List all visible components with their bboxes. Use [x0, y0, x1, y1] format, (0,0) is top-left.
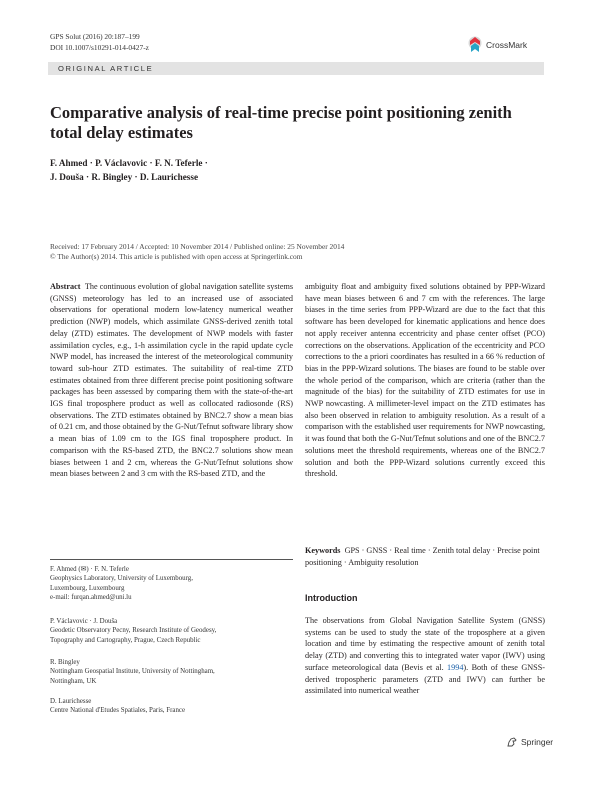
keywords-heading: Keywords: [305, 546, 341, 555]
crossmark-badge[interactable]: [468, 36, 527, 54]
affiliation-line: Geophysics Laboratory, University of Luxembourg,: [50, 575, 193, 583]
section-heading-introduction: Introduction: [305, 593, 358, 603]
intro-text-before: The observations from Global Navigation Satellite System (GNSS) systems can be used to study the state of the troposphere at a given location and time by estimating the respective amount of zenith total delay (ZTD) and converting this to integrated water vapor (IWV) using surface meteorological data (Bevis et al.: [305, 616, 545, 672]
publication-dates: [50, 242, 545, 262]
keywords: [305, 545, 545, 568]
abstract-column-1: [50, 281, 293, 480]
copyright-line: © The Author(s) 2014. This article is published with open access at Springerlink.com: [50, 252, 303, 261]
keywords-text: GPS · GNSS · Real time · Zenith total delay · Precise point positioning · Ambiguity resolution: [305, 546, 540, 567]
introduction-text: [305, 615, 545, 697]
abstract-text-1: The continuous evolution of global navigation satellite systems (GNSS) meteorology has led to an increased use of associated observations for operational modern low-latency numerical weather prediction (NWP) models, which assimilate GNSS-derived zenith total delay (ZTD) estimates. The development of NWP models with faster assimilation cycles, e.g., 1-h assimilation cycle in the rapid update cycle NWP model, has increased the interest of the meteorological community toward sub-hour ZTD estimates. The suitability of real-time ZTD estimates obtained from three different precise point positioning software packages has been assessed by comparing them with the state-of-the-art IGS final troposphere product as well as collocated radiosonde (RS) observations. The ZTD estimates obtained by BNC2.7 show a mean bias of 0.21 cm, and those obtained by the G-Nut/Tefnut software library show a mean bias of 1.09 cm to the IGS final troposphere product. In comparison with the RS-based ZTD, the BNC2.7 solutions show mean biases between 1 and 2 cm, whereas the G-Nut/Tefnut solutions show mean biases between 2 and 3 cm with the RS-based ZTD, and the: [50, 282, 294, 479]
abstract-column-2: [305, 281, 545, 480]
affiliation-divider: [50, 559, 293, 560]
dates-line: Received: 17 February 2014 / Accepted: 10 November 2014 / Published online: 25 November 2014: [50, 242, 345, 251]
publisher-name: Springer: [521, 737, 554, 747]
affiliation-name: D. Laurichesse: [50, 698, 92, 705]
affiliation-name: P. Václavovic · J. Douša: [50, 618, 118, 625]
affiliation-line: Nottingham, UK: [50, 677, 97, 685]
crossmark-label: CrossMark: [486, 40, 528, 50]
affiliation-name: F. Ahmed (✉) · F. N. Teferle: [50, 566, 129, 573]
journal-header: [50, 32, 149, 53]
abstract-text-2: ambiguity float and ambiguity fixed solutions obtained by PPP-Wizard have mean biases between 6 and 7 cm with the references. The large biases in the time series from PPP-Wizard are due to the fact that this software has been developed for kinematic applications and hence does not apply receiver antenna eccentricity and phase center offset (PCO) corrections on the observations. Application of the eccentricity and PCO corrections to the a priori coordinates has resulted in a 66 % reduction of bias in the PPP-Wizard solutions. The biases are found to be stable over the whole period of the comparison, which are criteria (rather than the magnitude of the bias) for the suitability of ZTD estimates for use in NWP nowcasting. A millimeter-level impact on the ZTD estimates has also been observed in relation to ambiguity resolution. As a result of a comparison with the established user requirements for NWP nowcasting, it was found that both the G-Nut/Tefnut solutions and one of the BNC2.7 solutions meet the threshold requirements, whereas one of the BNC2.7 solution and both the PPP-Wizard solutions currently exceed this threshold.: [305, 282, 545, 479]
publisher-logo: [506, 736, 553, 748]
article-title: Comparative analysis of real-time precise point positioning zenith total delay estimates: [50, 103, 512, 142]
crossmark-icon: [468, 36, 482, 54]
abstract-heading: Abstract: [50, 282, 81, 291]
affiliation-email[interactable]: e-mail: furqan.ahmed@uni.lu: [50, 593, 132, 601]
doi[interactable]: DOI 10.1007/s10291-014-0427-z: [50, 42, 149, 52]
affiliation-3: [50, 658, 293, 686]
author-list: [50, 156, 450, 184]
journal-citation: GPS Solut (2016) 20:187–199: [50, 32, 140, 41]
affiliation-line: Geodetic Observatory Pecny, Research Institute of Geodesy,: [50, 627, 217, 635]
intro-text-after: ). Both of these GNSS-derived tropospheric parameters (ZTD and IWV) can further be assimilated into numerical weather: [305, 662, 546, 696]
affiliation-4: [50, 697, 293, 716]
affiliation-line: Topography and Cartography, Prague, Czech Republic: [50, 636, 201, 644]
affiliation-line: Centre National d'Etudes Spatiales, Paris, France: [50, 707, 185, 715]
author-line-2: J. Douša · R. Bingley · D. Laurichesse: [50, 172, 199, 182]
springer-horse-icon: [506, 736, 518, 748]
affiliation-line: Nottingham Geospatial Institute, University of Nottingham,: [50, 668, 215, 676]
affiliation-1: [50, 565, 293, 602]
affiliation-2: [50, 617, 293, 645]
affiliation-line: Luxembourg, Luxembourg: [50, 584, 125, 592]
citation-link[interactable]: 1994: [447, 662, 464, 672]
affiliation-name: R. Bingley: [50, 659, 80, 666]
author-line-1: F. Ahmed · P. Václavovic · F. N. Teferle ·: [50, 158, 208, 168]
article-type: ORIGINAL ARTICLE: [58, 64, 154, 73]
